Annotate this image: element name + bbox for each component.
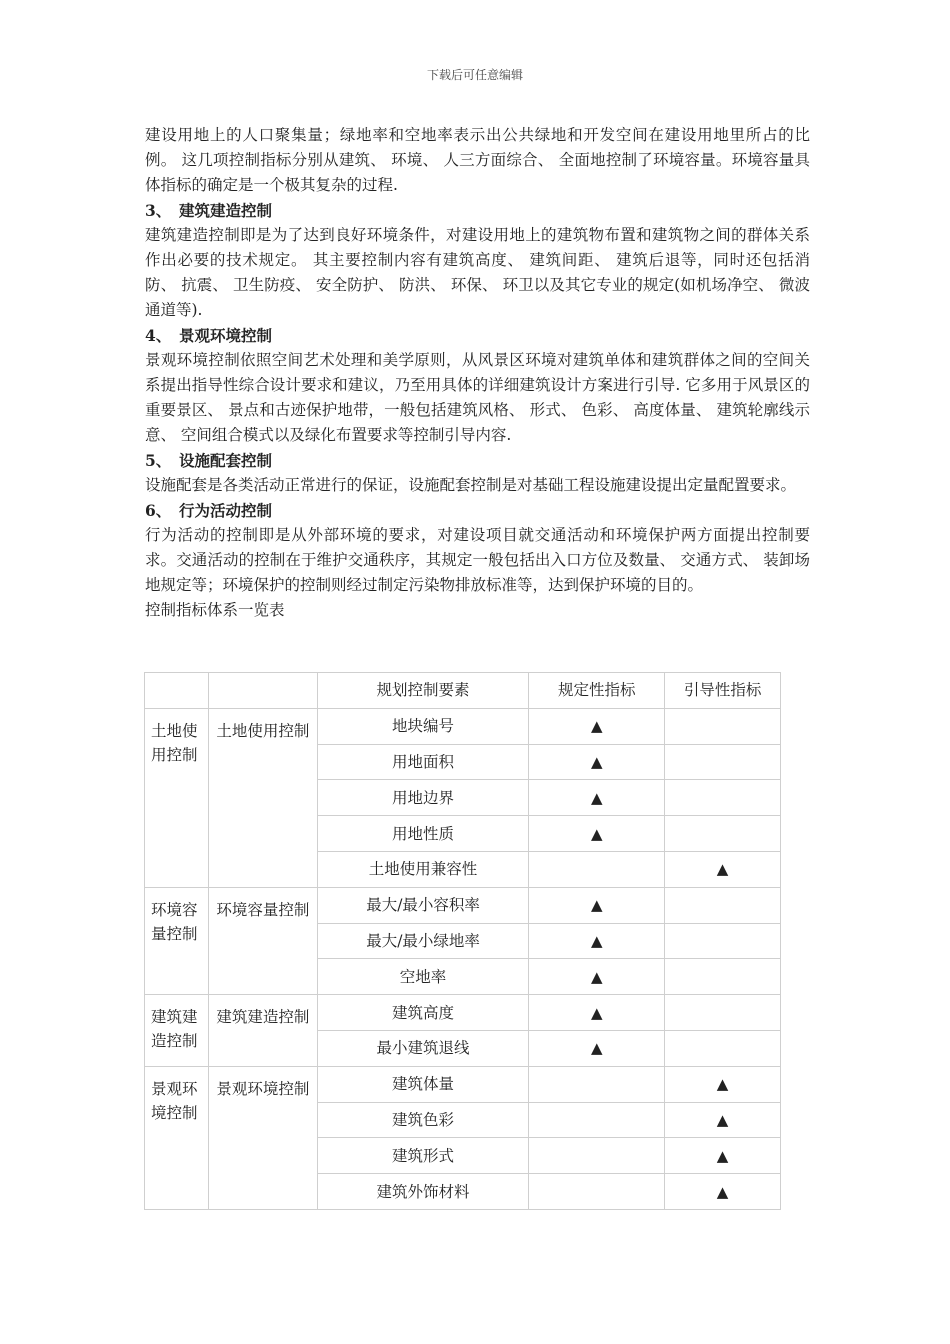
paragraph-facility-control: 设施配套是各类活动正常进行的保证，设施配套控制是对基础工程设施建设提出定量配置要求。	[145, 476, 797, 494]
mandatory-mark-cell	[529, 1138, 665, 1174]
header-cell-guiding: 引导性指标	[665, 673, 781, 709]
heading-landscape-control	[145, 323, 810, 348]
table-row	[145, 1066, 781, 1102]
element-cell: 建筑外饰材料	[317, 1174, 529, 1210]
table-caption: 控制指标体系一览表	[145, 601, 285, 619]
guiding-mark-cell	[665, 708, 781, 744]
element-cell: 用地性质	[317, 816, 529, 852]
category-cell: 环境容量控制	[145, 887, 209, 994]
header-cell	[208, 673, 317, 709]
table-body	[145, 673, 781, 1210]
guiding-mark-cell: ▲	[665, 1174, 781, 1210]
paragraph-building-control: 建筑建造控制即是为了达到良好环境条件，对建设用地上的建筑物布置和建筑物之间的群体关系作出必要的技术规定。 其主要控制内容有建筑高度、 建筑间距、 建筑后退等，同时还包括消防、 抗震、 卫生防疫、 安全防护、 防洪、 环保、 环卫以及其它专业的规定(如机场净空、 微波通道等).	[145, 226, 810, 319]
guiding-mark-cell: ▲	[665, 851, 781, 887]
heading-number: 5、	[145, 451, 172, 470]
element-cell: 用地边界	[317, 780, 529, 816]
header-cell-element: 规划控制要素	[317, 673, 529, 709]
heading-building-control	[145, 198, 810, 223]
paragraph-landscape-control: 景观环境控制依照空间艺术处理和美学原则，从风景区环境对建筑单体和建筑群体之间的空间关系提出指导性综合设计要求和建议，乃至用具体的详细建筑设计方案进行引导. 它多用于风景区的重要景区、 景点和古迹保护地带，一般包括建筑风格、 形式、 色彩、 高度体量、 建筑轮廓线示意、 空间组合模式以及绿化布置要求等控制引导内容.	[145, 351, 810, 444]
document-body	[145, 123, 810, 623]
table-row	[145, 708, 781, 744]
mandatory-mark-cell: ▲	[529, 816, 665, 852]
heading-number: 3、	[145, 201, 172, 220]
heading-text: 设施配套控制	[179, 451, 273, 470]
category-cell: 景观环境控制	[145, 1066, 209, 1209]
element-cell: 土地使用兼容性	[317, 851, 529, 887]
subcategory-cell: 环境容量控制	[208, 887, 317, 994]
heading-text: 景观环境控制	[179, 326, 273, 345]
heading-number: 6、	[145, 501, 172, 520]
guiding-mark-cell	[665, 923, 781, 959]
element-cell: 建筑色彩	[317, 1102, 529, 1138]
guiding-mark-cell: ▲	[665, 1102, 781, 1138]
subcategory-cell: 景观环境控制	[208, 1066, 317, 1209]
mandatory-mark-cell	[529, 851, 665, 887]
element-cell: 地块编号	[317, 708, 529, 744]
mandatory-mark-cell	[529, 1174, 665, 1210]
element-cell: 建筑形式	[317, 1138, 529, 1174]
element-cell: 建筑体量	[317, 1066, 529, 1102]
mandatory-mark-cell: ▲	[529, 959, 665, 995]
guiding-mark-cell	[665, 995, 781, 1031]
mandatory-mark-cell	[529, 1102, 665, 1138]
heading-number: 4、	[145, 326, 172, 345]
mandatory-mark-cell	[529, 1066, 665, 1102]
guiding-mark-cell: ▲	[665, 1066, 781, 1102]
mandatory-mark-cell: ▲	[529, 708, 665, 744]
subcategory-cell: 建筑建造控制	[208, 995, 317, 1067]
mandatory-mark-cell: ▲	[529, 923, 665, 959]
header-cell-mandatory: 规定性指标	[529, 673, 665, 709]
mandatory-mark-cell: ▲	[529, 744, 665, 780]
guiding-mark-cell: ▲	[665, 1138, 781, 1174]
control-index-table	[144, 672, 781, 1210]
mandatory-mark-cell: ▲	[529, 995, 665, 1031]
guiding-mark-cell	[665, 744, 781, 780]
paragraph-environment-capacity: 建设用地上的人口聚集量；绿地率和空地率表示出公共绿地和开发空间在建设用地里所占的比例。 这几项控制指标分别从建筑、 环境、 人三方面综合、 全面地控制了环境容量。环境容量具体指标的确定是一个极其复杂的过程.	[145, 126, 810, 194]
guiding-mark-cell	[665, 887, 781, 923]
category-cell: 土地使用控制	[145, 708, 209, 887]
element-cell: 建筑高度	[317, 995, 529, 1031]
guiding-mark-cell	[665, 780, 781, 816]
element-cell: 最大/最小绿地率	[317, 923, 529, 959]
table-row	[145, 995, 781, 1031]
table-row	[145, 887, 781, 923]
category-cell: 建筑建造控制	[145, 995, 209, 1067]
mandatory-mark-cell: ▲	[529, 887, 665, 923]
guiding-mark-cell	[665, 1030, 781, 1066]
header-cell	[145, 673, 209, 709]
mandatory-mark-cell: ▲	[529, 1030, 665, 1066]
element-cell: 空地率	[317, 959, 529, 995]
mandatory-mark-cell: ▲	[529, 780, 665, 816]
element-cell: 最大/最小容积率	[317, 887, 529, 923]
page-header: 下载后可任意编辑	[426, 68, 523, 82]
heading-text: 行为活动控制	[179, 501, 273, 520]
element-cell: 用地面积	[317, 744, 529, 780]
paragraph-activity-control: 行为活动的控制即是从外部环境的要求，对建设项目就交通活动和环境保护两方面提出控制要求。交通活动的控制在于维护交通秩序，其规定一般包括出入口方位及数量、 交通方式、 装卸场地规定等；环境保护的控制则经过制定污染物排放标准等，达到保护环境的目的。	[145, 526, 810, 594]
guiding-mark-cell	[665, 816, 781, 852]
heading-text: 建筑建造控制	[179, 201, 273, 220]
element-cell: 最小建筑退线	[317, 1030, 529, 1066]
heading-activity-control	[145, 498, 810, 523]
guiding-mark-cell	[665, 959, 781, 995]
heading-facility-control	[145, 448, 810, 473]
subcategory-cell: 土地使用控制	[208, 708, 317, 887]
table-header-row	[145, 673, 781, 709]
